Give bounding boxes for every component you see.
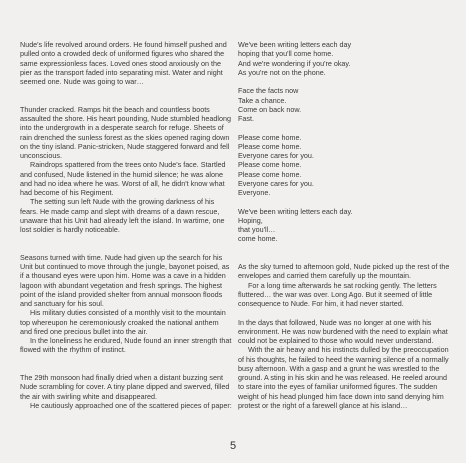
- letter-line: Everyone.: [238, 188, 271, 197]
- page-number: 5: [229, 440, 237, 452]
- letter-text: [238, 40, 452, 244]
- letter-line: Come on back now.: [238, 104, 302, 114]
- letter-line: We've been writing letters each day.: [238, 206, 353, 216]
- letter-line: Everyone cares for you.: [238, 151, 314, 160]
- letter-line: And we're wondering if you're okay.: [238, 58, 351, 68]
- letter-line: [238, 197, 452, 206]
- letter-line: Please come home.: [238, 132, 302, 142]
- letter-line: As you're not on the phone.: [238, 67, 326, 77]
- letter-line: [238, 123, 452, 132]
- paragraph: For a long time afterwards he sat rocking gently. The letters fluttered… the war was over. Long Ago. But it seemed of little consequence to Nude. For him, it had never started.: [238, 280, 437, 308]
- letter-line: Hoping,: [238, 215, 263, 225]
- letter-line: Fast.: [238, 114, 254, 123]
- letter-line: come home.: [238, 234, 278, 244]
- letter-line: Face the facts now: [238, 86, 299, 96]
- letter-line: [238, 77, 452, 86]
- paragraph: Thunder cracked. Ramps hit the beach and countless boots assaulted the shore. His heart pounding, Nude stumbled headlong into the undergrowth in a desperate search for refuge. Sheets of rain drenched the sunless forest as the skies opened raging down on the tiny island. Panic-stricken, Nude staggered forward and fell unconscious.: [20, 104, 231, 160]
- paragraph: In the loneliness he endured, Nude found an inner strength that flowed with the rhythm of instinct.: [20, 336, 232, 355]
- right-column: [238, 40, 452, 410]
- letter-line: Please come home.: [238, 169, 302, 179]
- paragraph: In the days that followed, Nude was no longer at one with his environment. He was now burdened with the need to explain what could not be explained to those who would never understand.: [238, 317, 448, 345]
- letter-line: that you'll…: [238, 225, 276, 234]
- paragraph: The 29th monsoon had finally dried when a distant buzzing sent Nude scrambling for cover. A tiny plane dipped and swerved, filled the air with swirling white and disappeared.: [20, 373, 230, 401]
- letter-line: We've been writing letters each day: [238, 40, 352, 49]
- paragraph: The setting sun left Nude with the growing darkness of his fears. He made camp and slept with dreams of a dawn rescue, unaware that his Unit had already left the island. In wartime, one lost soldier is hardly noticeable.: [20, 197, 225, 234]
- left-column: [20, 40, 232, 410]
- paragraph: His military duties consisted of a monthly visit to the mountain top whereupon he ceremoniously croaked the national anthem and fired one precious bullet into the air.: [20, 308, 226, 336]
- letter-line: Everyone cares for you.: [238, 178, 314, 188]
- paragraph: Seasons turned with time. Nude had given up the search for his Unit but continued to move through the jungle, bayonet poised, as if a thousand eyes were upon him. Home was a cave in a hidden lagoon with abundant vegetation and fresh springs. The highest point of the island provided shelter from annual monsoon floods and sanctuary for his soul.: [20, 252, 230, 308]
- paragraph: As the sky turned to afternoon gold, Nude picked up the rest of the envelopes and carried them carefully up the mountain.: [238, 262, 450, 281]
- letter-line: Please come home.: [238, 141, 302, 151]
- paragraph: Nude's life revolved around orders. He found himself pushed and pulled onto a crowded deck of uniformed figures who shared the same expressionless faces. Loved ones stood anxiously on the pier as the transport faded into separating mist. Water and night seemed one. Nude was going to war…: [20, 40, 227, 86]
- paragraph: He cautiously approached one of the scattered pieces of paper:: [30, 400, 232, 410]
- letter-line: Take a chance.: [238, 95, 287, 105]
- paragraph: Raindrops spattered from the trees onto Nude's face. Startled and confused, Nude listened in the humid silence; he was alone and had no idea where he was. Worst of all, he didn't know what had become of his Regiment.: [20, 160, 226, 197]
- paragraph: With the air heavy and his instincts dulled by the preoccupation of his thoughts, he failed to heed the warning silence of a normally busy afternoon. With a gasp and a grunt he was wrestled to the ground. A sting in his skin and he was released. He reeled around to stare into the eyes of familiar uniformed figures. The sudden weight of his head plunged him face down into sand denying him protest or the right of a farewell glance at his island…: [238, 345, 449, 410]
- letter-line: Please come home.: [238, 160, 302, 170]
- letter-line: hoping that you'll come home.: [238, 49, 334, 59]
